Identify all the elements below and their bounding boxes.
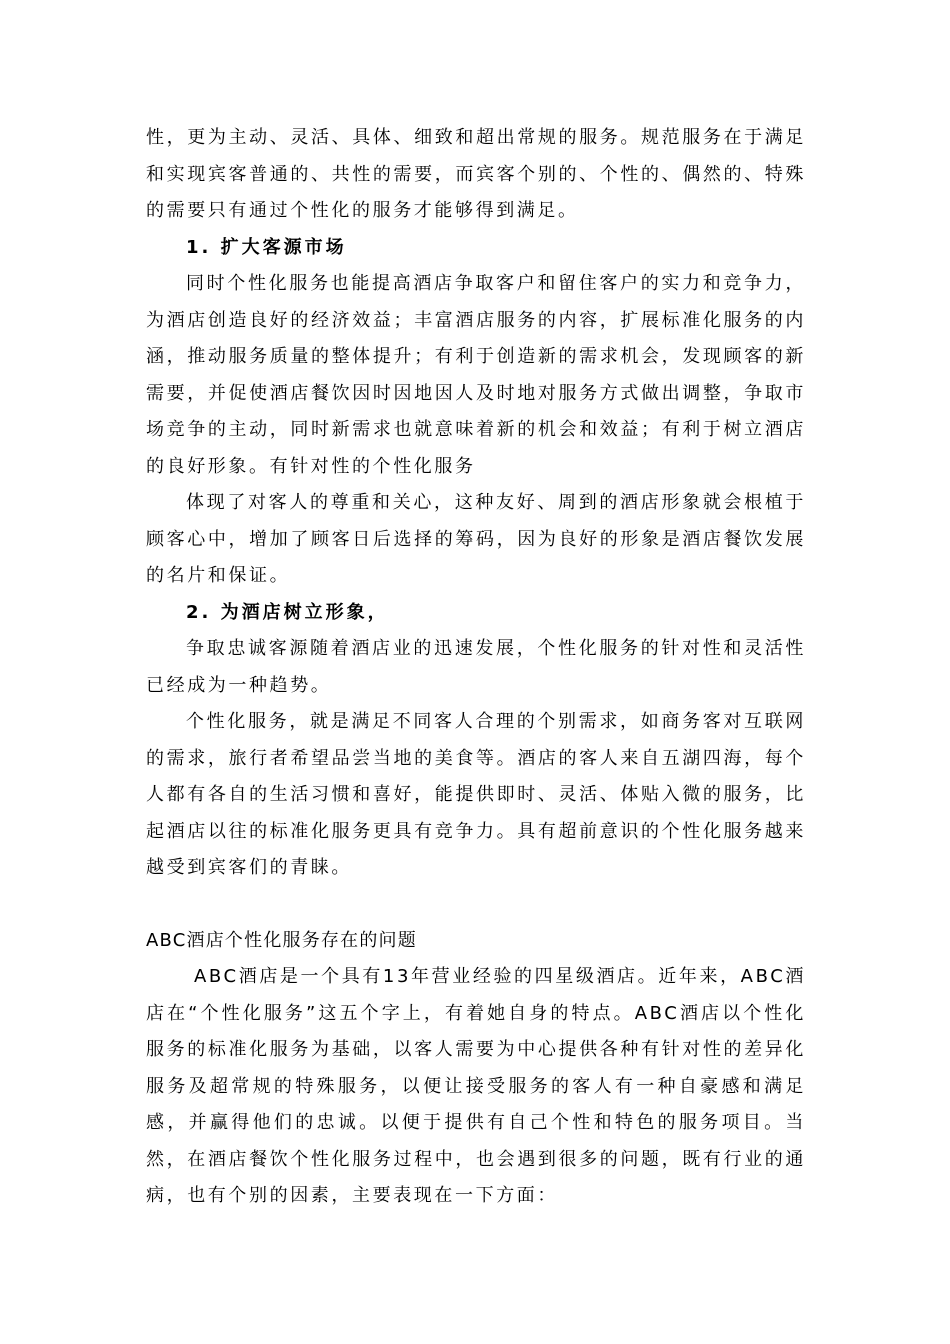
heading-hotel-image: 2. 为酒店树立形象， <box>186 601 389 623</box>
heading-expand-market: 1. 扩大客源市场 <box>186 236 347 258</box>
paragraph-competitiveness: 同时个性化服务也能提高酒店争取客户和留住客户的实力和竞争力，为酒店创造良好的经济效益；丰富酒店服务的内容，扩展标准化服务的内涵，推动服务质量的整体提升；有利于创造新的需求机会，发现顾客的新需要，并促使酒店餐饮因时因地因人及时地对服务方式做出调整，争取市场竞争的主动，同时新需求也就意味着新的机会和效益；有利于树立酒店的良好形象。有针对性的个性化服务 <box>146 273 806 477</box>
paragraph-service-needs: 性，更为主动、灵活、具体、细致和超出常规的服务。规范服务在于满足和实现宾客普通的、共性的需要，而宾客个别的、个性的、偶然的、特殊的需要只有通过个性化的服务才能够得到满足。 <box>146 127 806 221</box>
paragraph-loyal-guests: 争取忠诚客源随着酒店业的迅速发展，个性化服务的针对性和灵活性已经成为一种趋势。 <box>146 638 806 696</box>
paragraph-respect-care: 体现了对客人的尊重和关心，这种友好、周到的酒店形象就会根植于顾客心中，增加了顾客日后选择的筹码，因为良好的形象是酒店餐饮发展的名片和保证。 <box>146 492 806 586</box>
paragraph-abc-hotel: ABC酒店是一个具有13年营业经验的四星级酒店。近年来，ABC酒店在“个性化服务”这五个字上，有着她自身的特点。ABC酒店以个性化服务的标准化服务为基础，以客人需要为中心提供各种有针对性的差异化服务及超常规的特殊服务，以便让接受服务的客人有一种自豪感和满足感，并赢得他们的忠诚。以便于提供有自己个性和特色的服务项目。当然，在酒店餐饮个性化服务过程中，也会遇到很多的问题，既有行业的通病，也有个别的因素，主要表现在一下方面： <box>146 966 806 1206</box>
section-title-abc-problems: ABC酒店个性化服务存在的问题 <box>146 929 417 951</box>
document-page <box>146 120 806 1215</box>
paragraph-personalized-service: 个性化服务，就是满足不同客人合理的个别需求，如商务客对互联网的需求，旅行者希望品尝当地的美食等。酒店的客人来自五湖四海，每个人都有各自的生活习惯和喜好，能提供即时、灵活、体贴入微的服务，比起酒店以往的标准化服务更具有竞争力。具有超前意识的个性化服务越来越受到宾客们的青睐。 <box>146 711 806 878</box>
